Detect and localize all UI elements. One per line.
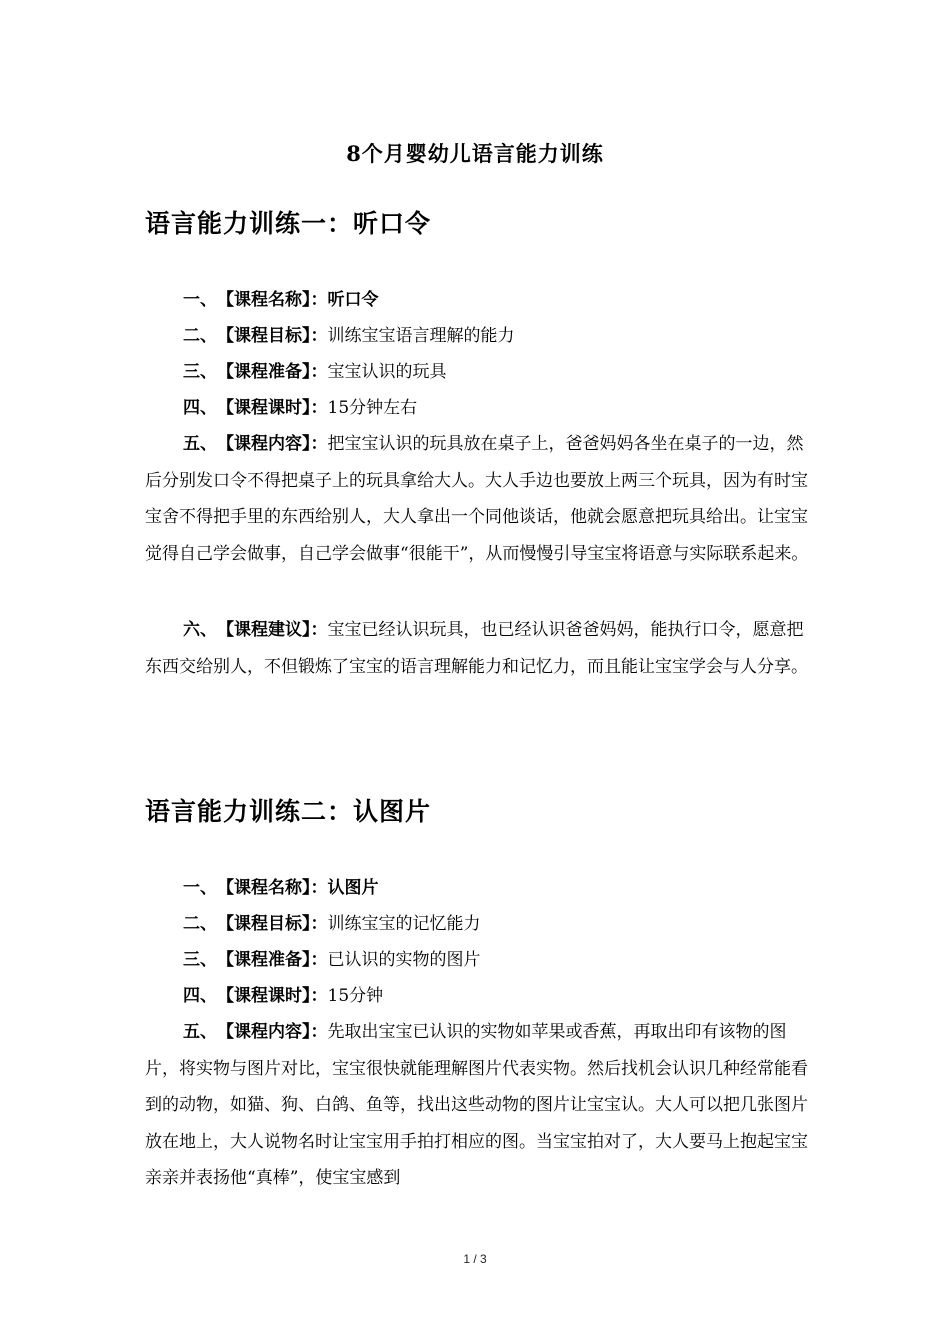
s1-item-course-duration: [145, 390, 810, 427]
item-value: 训练宝宝语言理解的能力: [327, 326, 515, 346]
s1-item-course-name: [145, 282, 810, 319]
item-key: 【课程课时】：: [217, 398, 328, 418]
item-key: 【课程名称】：: [217, 878, 328, 898]
item-number: 五、: [183, 1022, 217, 1042]
document-title: 8个月婴幼儿语言能力训练: [346, 141, 604, 166]
item-value: 先取出宝宝已认识的实物如苹果或香蕉，再取出印有该物的图片，将实物与图片对比，宝宝很快就能理解图片代表实物。然后找机会认识几种经常能看到的动物，如猫、狗、白鸽、鱼等，找出这些动物的图片让宝宝认。大人可以把几张图片放在地上，大人说物名时让宝宝用手拍打相应的图。当宝宝拍对了，大人要马上抱起宝宝亲亲并表扬他“真棒”，使宝宝感到: [145, 1022, 808, 1188]
s2-item-course-duration: [145, 978, 810, 1015]
item-key: 【课程内容】：: [217, 1022, 328, 1042]
item-key: 【课程准备】：: [217, 362, 328, 382]
item-key: 【课程建议】：: [217, 620, 328, 640]
item-number: 一、: [183, 878, 217, 898]
item-key: 【课程目标】：: [217, 326, 328, 346]
item-key: 【课程内容】：: [217, 434, 328, 454]
s1-item-course-prep: [145, 354, 810, 391]
s1-item-course-advice: [145, 612, 810, 685]
item-key: 【课程课时】：: [217, 986, 328, 1006]
item-number: 四、: [183, 398, 217, 418]
item-value: 训练宝宝的记忆能力: [327, 914, 481, 934]
s2-item-course-content: [145, 1014, 810, 1197]
item-number: 一、: [183, 290, 217, 310]
item-value: 已认识的实物的图片: [327, 950, 481, 970]
item-key: 【课程名称】：: [217, 290, 328, 310]
s2-item-course-prep: [145, 942, 810, 979]
page-number: 1 / 3: [463, 1252, 487, 1266]
item-number: 四、: [183, 986, 217, 1006]
item-key: 【课程目标】：: [217, 914, 328, 934]
item-number: 五、: [183, 434, 217, 454]
item-value: 听口令: [327, 290, 379, 310]
section-heading-2: 语言能力训练二：认图片: [145, 797, 432, 826]
item-number: 六、: [183, 620, 217, 640]
item-number: 三、: [183, 950, 217, 970]
s1-item-course-goal: [145, 318, 810, 355]
item-value: 宝宝已经认识玩具，也已经认识爸爸妈妈，能执行口令，愿意把东西交给别人，不但锻炼了宝宝的语言理解能力和记忆力，而且能让宝宝学会与人分享。: [145, 620, 808, 677]
item-value: 15分钟左右: [327, 398, 418, 418]
item-value: 宝宝认识的玩具: [327, 362, 447, 382]
s1-item-course-content: [145, 426, 810, 572]
item-number: 二、: [183, 326, 217, 346]
s2-item-course-goal: [145, 906, 810, 943]
item-value: 15分钟: [327, 986, 384, 1006]
item-number: 二、: [183, 914, 217, 934]
item-value: 把宝宝认识的玩具放在桌子上，爸爸妈妈各坐在桌子的一边，然后分别发口令不得把桌子上的玩具拿给大人。大人手边也要放上两三个玩具，因为有时宝宝舍不得把手里的东西给别人，大人拿出一个同他谈话，他就会愿意把玩具给出。让宝宝觉得自己学会做事，自己学会做事“很能干”，从而慢慢引导宝宝将语意与实际联系起来。: [145, 434, 809, 564]
item-number: 三、: [183, 362, 217, 382]
section-heading-1: 语言能力训练一：听口令: [145, 209, 432, 238]
item-key: 【课程准备】：: [217, 950, 328, 970]
s2-item-course-name: [145, 870, 810, 907]
item-value: 认图片: [327, 878, 379, 898]
